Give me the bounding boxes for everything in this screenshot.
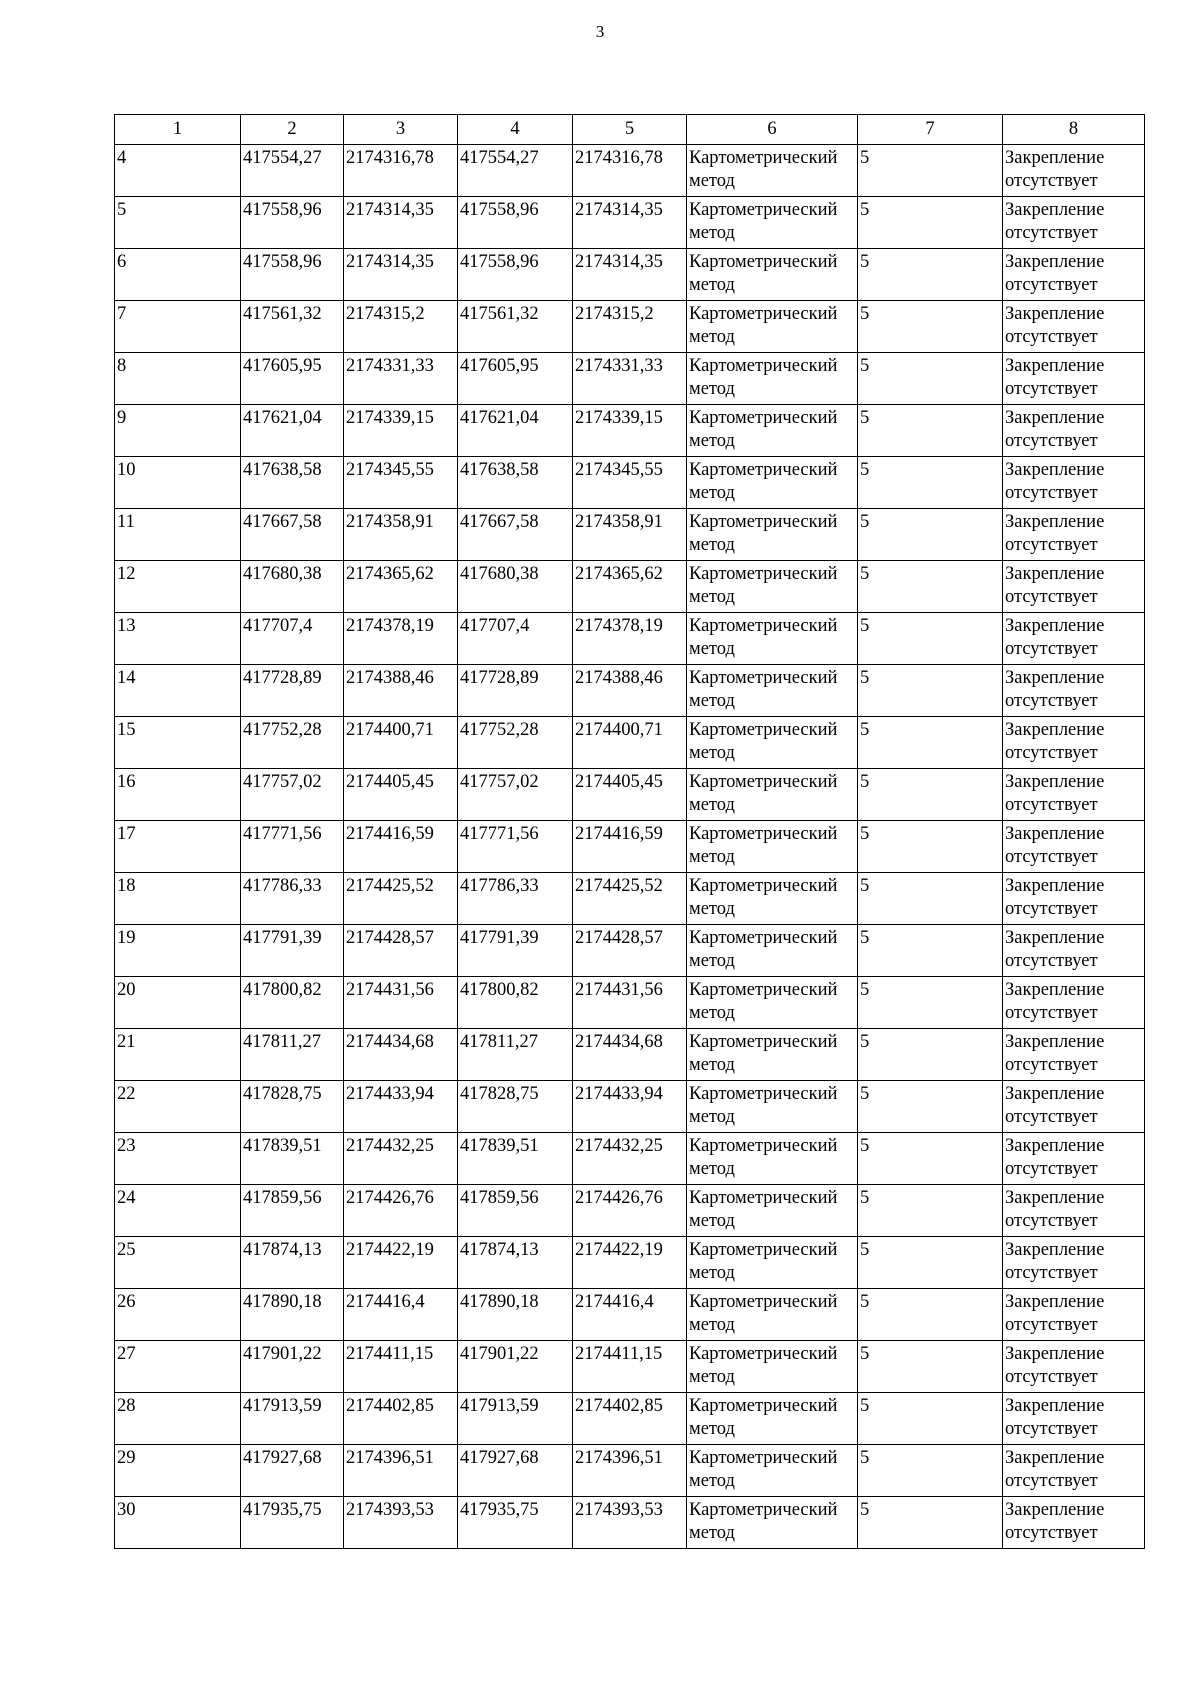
- x-existing-cell: 417728,89: [241, 665, 344, 717]
- y-new-cell: 2174358,91: [573, 509, 687, 561]
- marking-cell: Закрепление отсутствует: [1003, 1341, 1145, 1393]
- point-number-cell: 28: [115, 1393, 241, 1445]
- y-existing-cell: 2174425,52: [344, 873, 458, 925]
- y-existing-cell: 2174416,4: [344, 1289, 458, 1341]
- x-new-cell: 417859,56: [458, 1185, 573, 1237]
- method-cell: Картометрический метод: [687, 249, 858, 301]
- x-existing-cell: 417791,39: [241, 925, 344, 977]
- method-cell: Картометрический метод: [687, 613, 858, 665]
- x-new-cell: 417811,27: [458, 1029, 573, 1081]
- marking-cell: Закрепление отсутствует: [1003, 873, 1145, 925]
- method-cell: Картометрический метод: [687, 1081, 858, 1133]
- precision-cell: 5: [858, 249, 1003, 301]
- method-cell: Картометрический метод: [687, 509, 858, 561]
- y-existing-cell: 2174405,45: [344, 769, 458, 821]
- precision-cell: 5: [858, 1497, 1003, 1549]
- y-new-cell: 2174331,33: [573, 353, 687, 405]
- point-number-cell: 4: [115, 145, 241, 197]
- y-new-cell: 2174400,71: [573, 717, 687, 769]
- y-new-cell: 2174422,19: [573, 1237, 687, 1289]
- x-new-cell: 417561,32: [458, 301, 573, 353]
- x-existing-cell: 417561,32: [241, 301, 344, 353]
- method-cell: Картометрический метод: [687, 665, 858, 717]
- y-existing-cell: 2174365,62: [344, 561, 458, 613]
- method-cell: Картометрический метод: [687, 1393, 858, 1445]
- y-new-cell: 2174426,76: [573, 1185, 687, 1237]
- y-new-cell: 2174345,55: [573, 457, 687, 509]
- marking-cell: Закрепление отсутствует: [1003, 977, 1145, 1029]
- y-existing-cell: 2174393,53: [344, 1497, 458, 1549]
- y-existing-cell: 2174422,19: [344, 1237, 458, 1289]
- x-existing-cell: 417901,22: [241, 1341, 344, 1393]
- x-new-cell: 417890,18: [458, 1289, 573, 1341]
- x-new-cell: 417728,89: [458, 665, 573, 717]
- y-existing-cell: 2174402,85: [344, 1393, 458, 1445]
- method-cell: Картометрический метод: [687, 145, 858, 197]
- x-existing-cell: 417558,96: [241, 197, 344, 249]
- header-cell: 6: [687, 115, 858, 145]
- y-existing-cell: 2174314,35: [344, 197, 458, 249]
- x-existing-cell: 417859,56: [241, 1185, 344, 1237]
- x-new-cell: 417913,59: [458, 1393, 573, 1445]
- x-new-cell: 417786,33: [458, 873, 573, 925]
- y-existing-cell: 2174396,51: [344, 1445, 458, 1497]
- point-number-cell: 22: [115, 1081, 241, 1133]
- marking-cell: Закрепление отсутствует: [1003, 145, 1145, 197]
- x-existing-cell: 417752,28: [241, 717, 344, 769]
- marking-cell: Закрепление отсутствует: [1003, 249, 1145, 301]
- method-cell: Картометрический метод: [687, 821, 858, 873]
- y-existing-cell: 2174434,68: [344, 1029, 458, 1081]
- y-new-cell: 2174402,85: [573, 1393, 687, 1445]
- x-existing-cell: 417913,59: [241, 1393, 344, 1445]
- x-existing-cell: 417605,95: [241, 353, 344, 405]
- precision-cell: 5: [858, 665, 1003, 717]
- marking-cell: Закрепление отсутствует: [1003, 821, 1145, 873]
- method-cell: Картометрический метод: [687, 405, 858, 457]
- table-row: [115, 509, 1145, 561]
- precision-cell: 5: [858, 353, 1003, 405]
- marking-cell: Закрепление отсутствует: [1003, 1497, 1145, 1549]
- y-existing-cell: 2174400,71: [344, 717, 458, 769]
- precision-cell: 5: [858, 1029, 1003, 1081]
- y-existing-cell: 2174388,46: [344, 665, 458, 717]
- table-row: [115, 1081, 1145, 1133]
- x-new-cell: 417638,58: [458, 457, 573, 509]
- header-cell: 4: [458, 115, 573, 145]
- header-cell: 1: [115, 115, 241, 145]
- x-new-cell: 417558,96: [458, 197, 573, 249]
- y-new-cell: 2174315,2: [573, 301, 687, 353]
- x-existing-cell: 417554,27: [241, 145, 344, 197]
- method-cell: Картометрический метод: [687, 301, 858, 353]
- marking-cell: Закрепление отсутствует: [1003, 1445, 1145, 1497]
- method-cell: Картометрический метод: [687, 353, 858, 405]
- y-new-cell: 2174432,25: [573, 1133, 687, 1185]
- precision-cell: 5: [858, 301, 1003, 353]
- method-cell: Картометрический метод: [687, 1445, 858, 1497]
- table-row: [115, 717, 1145, 769]
- x-existing-cell: 417757,02: [241, 769, 344, 821]
- y-existing-cell: 2174314,35: [344, 249, 458, 301]
- x-existing-cell: 417890,18: [241, 1289, 344, 1341]
- y-existing-cell: 2174315,2: [344, 301, 458, 353]
- x-existing-cell: 417927,68: [241, 1445, 344, 1497]
- table-row: [115, 977, 1145, 1029]
- table-row: [115, 613, 1145, 665]
- x-new-cell: 417901,22: [458, 1341, 573, 1393]
- precision-cell: 5: [858, 1133, 1003, 1185]
- x-existing-cell: 417621,04: [241, 405, 344, 457]
- marking-cell: Закрепление отсутствует: [1003, 769, 1145, 821]
- point-number-cell: 6: [115, 249, 241, 301]
- x-new-cell: 417707,4: [458, 613, 573, 665]
- point-number-cell: 20: [115, 977, 241, 1029]
- point-number-cell: 27: [115, 1341, 241, 1393]
- method-cell: Картометрический метод: [687, 457, 858, 509]
- table-row: [115, 457, 1145, 509]
- precision-cell: 5: [858, 457, 1003, 509]
- table-row: [115, 561, 1145, 613]
- table-row: [115, 821, 1145, 873]
- marking-cell: Закрепление отсутствует: [1003, 925, 1145, 977]
- point-number-cell: 19: [115, 925, 241, 977]
- table-row: [115, 301, 1145, 353]
- y-existing-cell: 2174378,19: [344, 613, 458, 665]
- y-new-cell: 2174396,51: [573, 1445, 687, 1497]
- marking-cell: Закрепление отсутствует: [1003, 509, 1145, 561]
- precision-cell: 5: [858, 1237, 1003, 1289]
- table-row: [115, 769, 1145, 821]
- precision-cell: 5: [858, 925, 1003, 977]
- marking-cell: Закрепление отсутствует: [1003, 1081, 1145, 1133]
- x-existing-cell: 417786,33: [241, 873, 344, 925]
- table-row: [115, 873, 1145, 925]
- method-cell: Картометрический метод: [687, 769, 858, 821]
- precision-cell: 5: [858, 1289, 1003, 1341]
- header-cell: 7: [858, 115, 1003, 145]
- y-existing-cell: 2174345,55: [344, 457, 458, 509]
- table-row: [115, 1029, 1145, 1081]
- y-new-cell: 2174378,19: [573, 613, 687, 665]
- point-number-cell: 7: [115, 301, 241, 353]
- x-new-cell: 417667,58: [458, 509, 573, 561]
- y-existing-cell: 2174428,57: [344, 925, 458, 977]
- precision-cell: 5: [858, 769, 1003, 821]
- precision-cell: 5: [858, 873, 1003, 925]
- point-number-cell: 16: [115, 769, 241, 821]
- method-cell: Картометрический метод: [687, 1185, 858, 1237]
- x-new-cell: 417757,02: [458, 769, 573, 821]
- table-row: [115, 1185, 1145, 1237]
- marking-cell: Закрепление отсутствует: [1003, 405, 1145, 457]
- marking-cell: Закрепление отсутствует: [1003, 197, 1145, 249]
- table-body: [115, 145, 1145, 1549]
- precision-cell: 5: [858, 1341, 1003, 1393]
- marking-cell: Закрепление отсутствует: [1003, 301, 1145, 353]
- method-cell: Картометрический метод: [687, 925, 858, 977]
- y-existing-cell: 2174432,25: [344, 1133, 458, 1185]
- point-number-cell: 15: [115, 717, 241, 769]
- x-existing-cell: 417558,96: [241, 249, 344, 301]
- y-new-cell: 2174425,52: [573, 873, 687, 925]
- y-new-cell: 2174411,15: [573, 1341, 687, 1393]
- y-new-cell: 2174316,78: [573, 145, 687, 197]
- y-existing-cell: 2174339,15: [344, 405, 458, 457]
- marking-cell: Закрепление отсутствует: [1003, 1133, 1145, 1185]
- marking-cell: Закрепление отсутствует: [1003, 717, 1145, 769]
- table-row: [115, 665, 1145, 717]
- x-existing-cell: 417811,27: [241, 1029, 344, 1081]
- x-existing-cell: 417667,58: [241, 509, 344, 561]
- x-new-cell: 417680,38: [458, 561, 573, 613]
- y-new-cell: 2174365,62: [573, 561, 687, 613]
- method-cell: Картометрический метод: [687, 1133, 858, 1185]
- precision-cell: 5: [858, 145, 1003, 197]
- point-number-cell: 17: [115, 821, 241, 873]
- method-cell: Картометрический метод: [687, 561, 858, 613]
- marking-cell: Закрепление отсутствует: [1003, 1237, 1145, 1289]
- coordinates-table: [114, 114, 1145, 1549]
- precision-cell: 5: [858, 197, 1003, 249]
- marking-cell: Закрепление отсутствует: [1003, 613, 1145, 665]
- y-new-cell: 2174434,68: [573, 1029, 687, 1081]
- point-number-cell: 23: [115, 1133, 241, 1185]
- marking-cell: Закрепление отсутствует: [1003, 1185, 1145, 1237]
- marking-cell: Закрепление отсутствует: [1003, 1289, 1145, 1341]
- precision-cell: 5: [858, 561, 1003, 613]
- point-number-cell: 9: [115, 405, 241, 457]
- point-number-cell: 21: [115, 1029, 241, 1081]
- page-number: 3: [595, 22, 605, 41]
- table-row: [115, 197, 1145, 249]
- x-new-cell: 417605,95: [458, 353, 573, 405]
- point-number-cell: 14: [115, 665, 241, 717]
- y-existing-cell: 2174411,15: [344, 1341, 458, 1393]
- y-existing-cell: 2174416,59: [344, 821, 458, 873]
- table-row: [115, 405, 1145, 457]
- marking-cell: Закрепление отсутствует: [1003, 457, 1145, 509]
- header-cell: 3: [344, 115, 458, 145]
- header-cell: 5: [573, 115, 687, 145]
- x-new-cell: 417791,39: [458, 925, 573, 977]
- point-number-cell: 13: [115, 613, 241, 665]
- x-existing-cell: 417874,13: [241, 1237, 344, 1289]
- precision-cell: 5: [858, 405, 1003, 457]
- method-cell: Картометрический метод: [687, 717, 858, 769]
- precision-cell: 5: [858, 1445, 1003, 1497]
- marking-cell: Закрепление отсутствует: [1003, 561, 1145, 613]
- x-existing-cell: 417771,56: [241, 821, 344, 873]
- table-row: [115, 925, 1145, 977]
- x-new-cell: 417558,96: [458, 249, 573, 301]
- header-cell: 8: [1003, 115, 1145, 145]
- method-cell: Картометрический метод: [687, 1289, 858, 1341]
- precision-cell: 5: [858, 1185, 1003, 1237]
- marking-cell: Закрепление отсутствует: [1003, 1393, 1145, 1445]
- marking-cell: Закрепление отсутствует: [1003, 1029, 1145, 1081]
- table-row: [115, 1289, 1145, 1341]
- precision-cell: 5: [858, 717, 1003, 769]
- y-new-cell: 2174393,53: [573, 1497, 687, 1549]
- point-number-cell: 10: [115, 457, 241, 509]
- x-new-cell: 417828,75: [458, 1081, 573, 1133]
- precision-cell: 5: [858, 977, 1003, 1029]
- header-cell: 2: [241, 115, 344, 145]
- table-row: [115, 1393, 1145, 1445]
- x-new-cell: 417874,13: [458, 1237, 573, 1289]
- x-existing-cell: 417680,38: [241, 561, 344, 613]
- marking-cell: Закрепление отсутствует: [1003, 665, 1145, 717]
- precision-cell: 5: [858, 509, 1003, 561]
- point-number-cell: 18: [115, 873, 241, 925]
- x-existing-cell: 417638,58: [241, 457, 344, 509]
- precision-cell: 5: [858, 1081, 1003, 1133]
- method-cell: Картометрический метод: [687, 1497, 858, 1549]
- table-row: [115, 145, 1145, 197]
- y-new-cell: 2174431,56: [573, 977, 687, 1029]
- method-cell: Картометрический метод: [687, 197, 858, 249]
- x-new-cell: 417554,27: [458, 145, 573, 197]
- point-number-cell: 29: [115, 1445, 241, 1497]
- table-row: [115, 1445, 1145, 1497]
- method-cell: Картометрический метод: [687, 977, 858, 1029]
- y-new-cell: 2174339,15: [573, 405, 687, 457]
- x-new-cell: 417621,04: [458, 405, 573, 457]
- y-new-cell: 2174314,35: [573, 249, 687, 301]
- point-number-cell: 30: [115, 1497, 241, 1549]
- method-cell: Картометрический метод: [687, 873, 858, 925]
- y-new-cell: 2174428,57: [573, 925, 687, 977]
- point-number-cell: 25: [115, 1237, 241, 1289]
- y-new-cell: 2174405,45: [573, 769, 687, 821]
- y-existing-cell: 2174431,56: [344, 977, 458, 1029]
- y-new-cell: 2174416,4: [573, 1289, 687, 1341]
- precision-cell: 5: [858, 613, 1003, 665]
- point-number-cell: 24: [115, 1185, 241, 1237]
- point-number-cell: 26: [115, 1289, 241, 1341]
- x-new-cell: 417771,56: [458, 821, 573, 873]
- x-new-cell: 417935,75: [458, 1497, 573, 1549]
- y-new-cell: 2174314,35: [573, 197, 687, 249]
- x-existing-cell: 417935,75: [241, 1497, 344, 1549]
- x-existing-cell: 417800,82: [241, 977, 344, 1029]
- method-cell: Картометрический метод: [687, 1029, 858, 1081]
- x-new-cell: 417800,82: [458, 977, 573, 1029]
- y-existing-cell: 2174426,76: [344, 1185, 458, 1237]
- y-existing-cell: 2174331,33: [344, 353, 458, 405]
- precision-cell: 5: [858, 821, 1003, 873]
- y-new-cell: 2174433,94: [573, 1081, 687, 1133]
- x-new-cell: 417752,28: [458, 717, 573, 769]
- table-row: [115, 1133, 1145, 1185]
- method-cell: Картометрический метод: [687, 1341, 858, 1393]
- header-row: [115, 115, 1145, 145]
- table-row: [115, 1497, 1145, 1549]
- x-new-cell: 417839,51: [458, 1133, 573, 1185]
- marking-cell: Закрепление отсутствует: [1003, 353, 1145, 405]
- y-existing-cell: 2174316,78: [344, 145, 458, 197]
- y-existing-cell: 2174433,94: [344, 1081, 458, 1133]
- precision-cell: 5: [858, 1393, 1003, 1445]
- x-new-cell: 417927,68: [458, 1445, 573, 1497]
- y-existing-cell: 2174358,91: [344, 509, 458, 561]
- method-cell: Картометрический метод: [687, 1237, 858, 1289]
- x-existing-cell: 417828,75: [241, 1081, 344, 1133]
- point-number-cell: 11: [115, 509, 241, 561]
- x-existing-cell: 417707,4: [241, 613, 344, 665]
- y-new-cell: 2174388,46: [573, 665, 687, 717]
- point-number-cell: 12: [115, 561, 241, 613]
- table-row: [115, 1341, 1145, 1393]
- y-new-cell: 2174416,59: [573, 821, 687, 873]
- table-row: [115, 1237, 1145, 1289]
- table-row: [115, 353, 1145, 405]
- point-number-cell: 8: [115, 353, 241, 405]
- table-row: [115, 249, 1145, 301]
- point-number-cell: 5: [115, 197, 241, 249]
- x-existing-cell: 417839,51: [241, 1133, 344, 1185]
